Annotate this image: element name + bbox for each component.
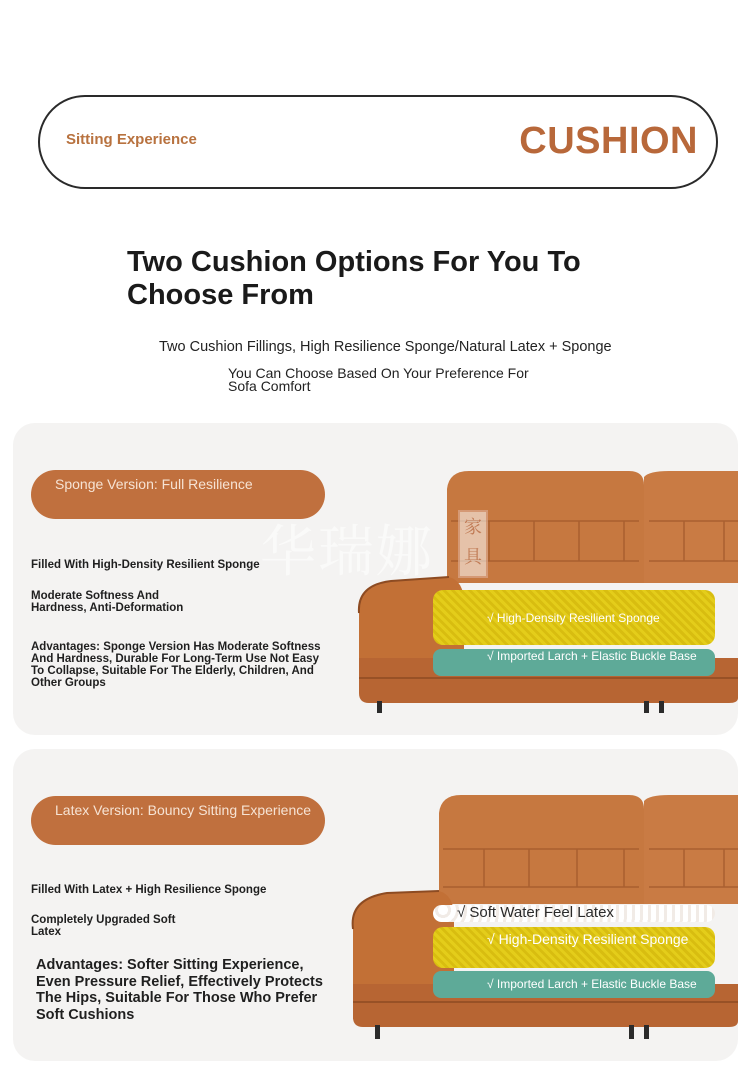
sponge-layer-foam: √ High-Density Resilient Sponge (433, 590, 715, 645)
latex-layer-base: √ Imported Larch + Elastic Buckle Base (433, 971, 715, 998)
sponge-advantages-text: Advantages: Sponge Version Has Moderate Softness And Hardness, Durable For Long-Term Use Not Easy To Collapse, Suitable For The Elderly, Children, And Other Groups (31, 641, 321, 689)
latex-layer-foam: √ High-Density Resilient Sponge (433, 927, 715, 968)
page-headline: Two Cushion Options For You To Choose From (127, 246, 581, 311)
latex-soft-text: Completely Upgraded Soft Latex (31, 914, 176, 938)
page-subtitle: Two Cushion Fillings, High Resilience Sponge/Natural Latex + Sponge (159, 339, 612, 355)
sponge-filling-text: Filled With High-Density Resilient Sponge (31, 559, 260, 571)
section-title: CUSHION (519, 120, 698, 162)
latex-advantages-text: Advantages: Softer Sitting Experience, Even Pressure Relief, Effectively Protects The Hips, Suitable For Those Who Prefer Soft Cushions (36, 957, 323, 1023)
sponge-version-tag: Sponge Version: Full Resilience (31, 470, 325, 519)
sponge-layer-base: √ Imported Larch + Elastic Buckle Base (433, 649, 715, 676)
latex-version-panel (13, 749, 738, 1061)
watermark-text: 华瑞娜 (260, 520, 434, 585)
section-label: Sitting Experience (66, 131, 197, 148)
latex-layer-latex: √ Soft Water Feel Latex (433, 905, 715, 922)
sponge-softness-text: Moderate Softness And Hardness, Anti-Deformation (31, 590, 184, 614)
watermark-seal: 家具 (458, 510, 488, 578)
page-note: You Can Choose Based On Your Preference For Sofa Comfort (228, 365, 529, 394)
latex-version-tag: Latex Version: Bouncy Sitting Experience (31, 796, 325, 845)
latex-filling-text: Filled With Latex + High Resilience Sponge (31, 884, 267, 896)
